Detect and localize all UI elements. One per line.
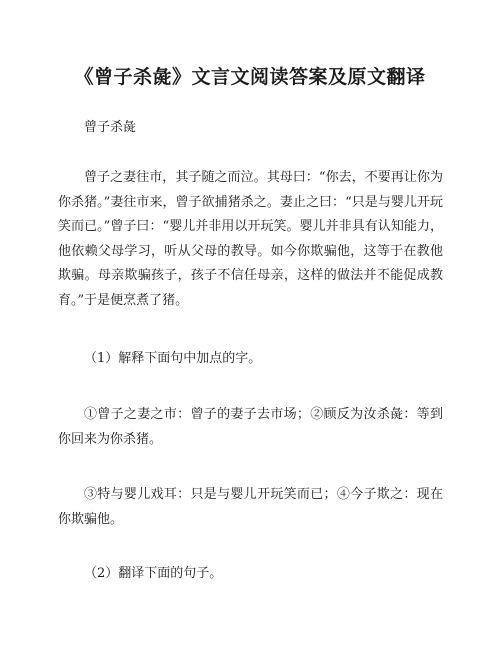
question-1: （1）解释下面句中加点的字。 (84, 351, 262, 366)
translation-paragraph: 曾子之妻往市，其子随之而泣。其母曰：“你去，不要再让你为你杀猪。”妻往市来，曾子欲捕猪杀之。妻止之曰：“只是与婴儿开玩笑而已。”曾子曰：“婴儿并非用以开玩笑。婴儿并非具有认知能力，他依赖父母学习，听从父母的教导。如今你欺骗他，这等于在教他欺骗。母亲欺骗孩子，孩子不信任母亲，这样的做法并不能促成教育。”于是便烹煮了猪。 (58, 170, 443, 308)
question-2: （2）翻译下面的句子。 (84, 566, 223, 581)
document-title: 《曾子杀彘》文言文阅读答案及原文翻译 (74, 66, 426, 88)
answer-1-part-a: ①曾子之妻之市：曾子的妻子去市场；②顾反为汝杀彘：等到你回来为你杀猪。 (58, 407, 443, 447)
answer-1-part-b: ③特与婴儿戏耳：只是与婴儿开玩笑而已；④今子欺之：现在你欺骗他。 (58, 487, 443, 527)
section-heading: 曾子杀彘 (84, 120, 137, 135)
